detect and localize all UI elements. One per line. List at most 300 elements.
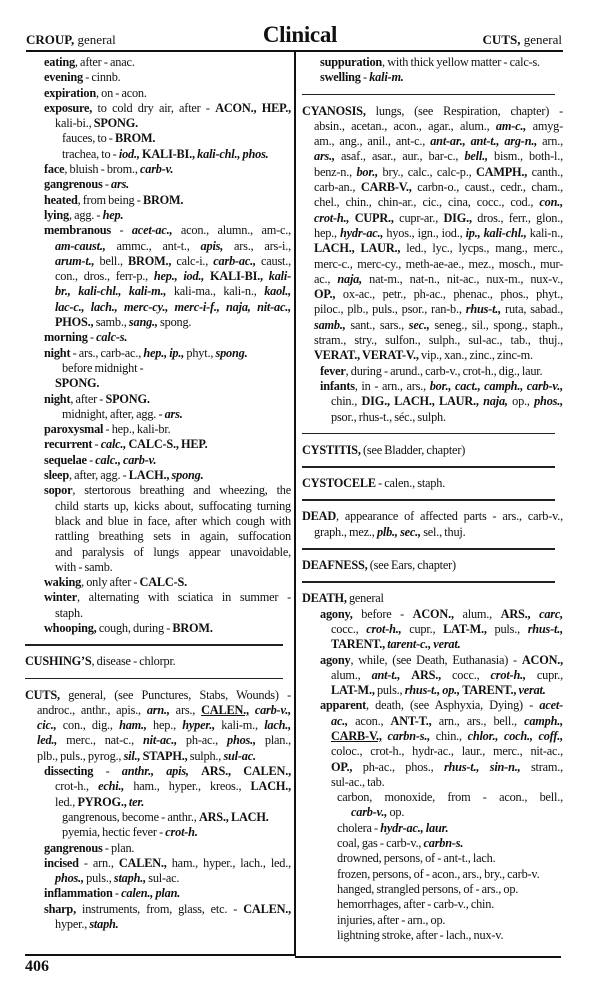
emphasized-run: ant-t., <box>371 667 401 682</box>
text-run: puls., <box>83 871 114 886</box>
emphasized-run: crot-h. <box>165 825 198 840</box>
text-run: - <box>360 70 370 85</box>
text-run: , stertorous breathing and wheezing, the <box>72 483 291 498</box>
emphasized-run: CYSTOCELE <box>302 476 376 491</box>
emphasized-run: kaol., <box>264 284 291 299</box>
emphasized-run: CYSTITIS, <box>302 442 361 457</box>
rubric-line <box>302 836 563 851</box>
rubric-line <box>25 764 291 779</box>
emphasized-run: VERAT., VERAT-V., <box>314 348 419 363</box>
rubric-line <box>302 211 563 226</box>
emphasized-run: ars. <box>164 406 183 421</box>
emphasized-run: TARENT., <box>462 683 517 698</box>
rubric-line <box>25 346 291 361</box>
rubric-line <box>302 744 563 759</box>
text-run: nat-m., nat-n., nit-ac., nux-m., nux-v., <box>362 271 563 286</box>
emphasized-run: STAPH., <box>142 748 188 763</box>
rubric-line <box>25 560 291 575</box>
text-run: (see Ears, chapter) <box>367 558 456 573</box>
text-run: sel., thuj. <box>420 524 466 539</box>
emphasized-run: DEATH, <box>302 591 347 606</box>
rubric-line <box>25 392 291 407</box>
emphasized-run: con., <box>539 195 563 210</box>
rubric-line <box>25 514 291 529</box>
emphasized-run: eating <box>44 55 75 69</box>
text-run: - hep., kali-br. <box>103 422 171 437</box>
emphasized-run: carb-v., <box>254 702 291 717</box>
rubric-line <box>25 917 291 932</box>
text-run: and paralysis of lungs appear unavoidable, <box>55 544 291 559</box>
rubric-line <box>302 241 563 256</box>
rubric-line <box>302 913 563 928</box>
text-run: with - samb. <box>55 559 113 574</box>
text-run: sul-ac., tab. <box>331 774 385 789</box>
text-run: - <box>111 223 132 238</box>
text-run: cholera - <box>337 820 381 835</box>
rubric-line <box>25 795 291 810</box>
rubric-line <box>302 394 563 409</box>
emphasized-run: DEAD <box>302 509 337 524</box>
text-run: to cold dry air, after - <box>92 100 216 115</box>
text-run: led., lyc., lycps., mang., merc., <box>400 241 563 256</box>
text-run: trachea, to - <box>62 146 119 161</box>
emphasized-run: staph., <box>113 871 146 886</box>
text-run: gangrenous, become - anthr., <box>62 809 199 824</box>
text-run: - plan. <box>102 840 135 855</box>
emphasized-run: sharp, <box>44 901 76 916</box>
rubric-line <box>302 821 563 836</box>
text-run: cocc., <box>331 621 367 636</box>
emphasized-run: evening <box>44 70 83 85</box>
emphasized-run: LACH., <box>128 468 170 483</box>
text-run: , during - arund., carb-v., crot-h., dig., laur. <box>345 363 543 378</box>
text-run: , appearance of affected parts - ars., carb-v., <box>336 509 563 524</box>
emphasized-run: samb., <box>314 317 346 332</box>
emphasized-run: calc., carb-v. <box>95 452 157 467</box>
rubric-line <box>25 886 291 901</box>
rubric-line <box>302 70 563 85</box>
rubric-line <box>25 703 291 718</box>
rubric-line <box>25 162 291 177</box>
rubric-heading-line <box>302 558 563 573</box>
emphasized-run: arum-t., <box>55 253 95 268</box>
emphasized-run: kali- <box>268 269 292 284</box>
rubric-line <box>302 55 563 70</box>
emphasized-run: SPONG. <box>93 116 138 131</box>
rubric-line <box>302 318 563 333</box>
rubric-line <box>25 147 291 162</box>
emphasized-run: BROM. <box>142 192 184 207</box>
emphasized-run: agony, <box>320 606 353 621</box>
emphasized-run: sequelae <box>44 452 87 467</box>
rubric-line <box>25 453 291 468</box>
emphasized-run: night <box>44 391 71 406</box>
emphasized-run: phos., <box>55 871 84 886</box>
text-run: - <box>86 452 96 467</box>
rubric-line <box>302 928 563 943</box>
text-run: arn., <box>537 134 564 149</box>
text-run: , alternating with sciatica in summer - <box>76 590 291 605</box>
rubric-line <box>302 790 563 805</box>
rubric-line <box>25 575 291 590</box>
emphasized-run: face <box>44 162 65 177</box>
rubric-heading-line <box>302 591 563 606</box>
emphasized-run: lac-c., lach., merc-cy., merc-i-f., naja, nit-ac., <box>55 299 291 314</box>
text-run: , only after - <box>81 575 140 590</box>
rubric-line <box>302 195 563 210</box>
text-run: chin., <box>331 394 362 409</box>
emphasized-run: spong. <box>215 345 248 360</box>
rubric-line <box>25 116 291 131</box>
rubric-section <box>25 688 291 933</box>
emphasized-run: gangrenous <box>44 177 103 192</box>
text-run: graph., mez., <box>314 524 377 539</box>
rubric-line <box>302 622 563 637</box>
text-run: led., <box>55 794 78 809</box>
text-run: plan., <box>255 733 291 748</box>
text-run: ars., <box>169 702 202 717</box>
emphasized-run: CUTS, <box>25 687 60 702</box>
text-run: lightning stroke, after - lach., nux-v. <box>337 927 504 942</box>
text-run: cough, during - <box>96 620 173 635</box>
rubric-line <box>302 364 563 379</box>
text-run: hep., <box>146 718 183 733</box>
text-run: sant., sars., <box>345 317 409 332</box>
emphasized-run: iod., <box>118 146 140 161</box>
text-run: merc., nat-c., <box>57 733 144 748</box>
rubric-heading-line <box>302 476 563 491</box>
rubric-line <box>302 410 563 425</box>
text-run: caust., <box>255 253 291 268</box>
emphasized-run: carb-v., <box>351 805 388 820</box>
text-run: hanged, strangled persons, of - ars., op. <box>337 881 519 896</box>
emphasized-run: heated <box>44 192 78 207</box>
text-run: amyg- <box>526 118 563 133</box>
text-run: rattling breathing sets in again, suffocation <box>55 529 291 544</box>
rubric-section <box>25 55 291 636</box>
text-run: androc., anthr., apis., <box>37 702 147 717</box>
text-run: - <box>93 764 122 779</box>
rubric-line <box>25 779 291 794</box>
text-run: , while, (see Death, Euthanasia) - <box>350 652 522 667</box>
emphasized-run: rhus-t., <box>527 621 563 636</box>
emphasized-run: camph., <box>524 713 563 728</box>
rubric-line <box>302 134 563 149</box>
footer-rule-right <box>295 956 561 958</box>
emphasized-run: arn., <box>146 702 170 717</box>
emphasized-run: am-caust., <box>55 238 106 253</box>
text-run <box>400 668 411 682</box>
rubric-heading-line <box>25 688 291 703</box>
rubric-section <box>25 654 291 669</box>
text-run: samb., <box>93 315 129 330</box>
text-run: - arn., <box>78 855 119 870</box>
text-run: merc-c., merc-cy., meth-ae-ae., mez., mosch., mur- <box>314 256 563 271</box>
text-run: , death, (see Asphyxia, Dying) - <box>366 698 540 713</box>
right-column <box>302 55 563 943</box>
emphasized-run: ACON., <box>412 606 454 621</box>
emphasized-run: kali-m. <box>369 70 404 85</box>
rubric-line <box>25 330 291 345</box>
emphasized-run: paroxysmal <box>44 422 104 437</box>
emphasized-run: bell., <box>464 149 488 164</box>
text-run: con., dros., ferr-p., <box>55 269 154 284</box>
rubric-heading-line <box>25 654 291 669</box>
text-run: - ars., carb-ac., <box>70 345 144 360</box>
emphasized-run: ars., <box>314 149 335 164</box>
text-run: carb-an., <box>314 180 361 195</box>
text-run: , agg. - <box>68 207 103 222</box>
rubric-line <box>25 437 291 452</box>
text-run: , with thick yellow matter - calc-s. <box>382 55 540 69</box>
emphasized-run: carb-v. <box>140 162 174 177</box>
emphasized-run: apparent <box>320 698 367 713</box>
emphasized-run: ARS., CALEN., <box>201 764 291 779</box>
text-run: puls., <box>374 683 405 698</box>
rubric-line <box>25 361 291 376</box>
emphasized-run: ACON., HEP., <box>215 100 291 115</box>
emphasized-run: acet-ac., <box>131 223 173 238</box>
rubric-line <box>25 193 291 208</box>
rubric-line <box>25 254 291 269</box>
rubric-line <box>302 668 563 683</box>
emphasized-run: SPONG. <box>105 391 150 406</box>
rubric-line <box>25 208 291 223</box>
emphasized-run: crot-h., <box>314 210 350 225</box>
text-run: asaf., asar., aur., bar-c., <box>334 149 465 164</box>
rubric-line <box>302 272 563 287</box>
emphasized-run: LAT-M., <box>331 683 375 698</box>
text-run: arn., ars., bell., <box>431 713 525 728</box>
emphasized-run: CAMPH., <box>475 164 528 179</box>
text-run: - <box>112 886 122 901</box>
text-run: coal, gas - carb-v., <box>337 836 424 851</box>
emphasized-run: naja, <box>483 394 508 409</box>
text-run: stram., <box>520 759 564 774</box>
emphasized-run: staph. <box>89 917 119 932</box>
emphasized-run: spong. <box>171 468 204 483</box>
emphasized-run: hydr-ac., <box>340 225 384 240</box>
emphasized-run: br., kali-chl., kali-m., <box>55 284 167 299</box>
text-run: kali-bi., <box>55 116 94 131</box>
text-run: psor., rhus-t., séc., sulph. <box>331 409 446 424</box>
rubric-line <box>25 177 291 192</box>
emphasized-run: verat. <box>518 683 546 698</box>
emphasized-run: bor., <box>356 164 379 179</box>
rubric-line <box>25 825 291 840</box>
rubric-line <box>302 653 563 668</box>
text-run: seneg., sil., spong., staph., <box>429 317 563 332</box>
text-run: ammc., ant-t., <box>105 238 201 253</box>
emphasized-run: hep., iod., <box>153 269 205 284</box>
emphasized-run: hep., ip., <box>143 345 185 360</box>
text-run: , after - anac. <box>74 55 135 69</box>
text-run: hep., <box>314 225 340 240</box>
emphasized-run: CALEN., <box>243 901 291 916</box>
emphasized-run: CARB-V., <box>360 180 412 195</box>
emphasized-run: tarent-c., verat. <box>387 637 461 652</box>
emphasized-run: am-c., <box>495 118 527 133</box>
rubric-line <box>302 775 563 790</box>
emphasized-run: apis, <box>200 238 224 253</box>
text-run: instruments, from, glass, etc. - <box>75 901 244 916</box>
rubric-line <box>302 683 563 698</box>
section-divider <box>302 458 563 476</box>
text-run <box>189 764 201 778</box>
section-divider <box>25 636 291 654</box>
rubric-line <box>302 714 563 729</box>
rubric-line <box>302 760 563 775</box>
text-run: ph-ac., phos., <box>352 759 444 774</box>
rubric-section <box>302 55 563 86</box>
rubric-line <box>25 55 291 70</box>
emphasized-run: morning <box>44 330 88 345</box>
rubric-line <box>25 300 291 315</box>
rubric-line <box>302 226 563 241</box>
emphasized-run: nit-ac., <box>143 733 177 748</box>
text-run: chin., <box>430 728 468 743</box>
emphasized-run: crot-h., <box>366 621 402 636</box>
text-run: acon., alumn., am-c., <box>172 223 291 238</box>
text-run: hyper., <box>55 917 90 932</box>
emphasized-run: BROM. <box>172 620 213 635</box>
emphasized-run: cic., <box>37 718 57 733</box>
rubric-section <box>302 443 563 458</box>
text-run <box>530 607 539 621</box>
emphasized-run: kali-chl., phos. <box>197 146 269 161</box>
rubric-line <box>25 733 291 748</box>
text-run: piloc., plb., puls., psor., ran-b., <box>314 302 466 317</box>
header-right-term: CUTS, <box>482 32 521 47</box>
text-run: black and blue in face, after which cough with <box>55 513 291 528</box>
rubric-line <box>25 376 291 391</box>
text-run: dros., ferr., glon., <box>471 210 563 225</box>
emphasized-run: BROM. <box>114 131 156 146</box>
emphasized-run: ARS., <box>500 606 531 621</box>
text-run: (see Bladder, chapter) <box>360 442 466 457</box>
emphasized-run: ac., <box>331 713 348 728</box>
text-run: calc-i., <box>171 253 214 268</box>
text-run: pyemia, hectic fever - <box>62 825 166 840</box>
emphasized-run: hydr-ac., laur. <box>380 820 449 835</box>
emphasized-run: sul-ac. <box>223 748 256 763</box>
rubric-line <box>302 333 563 348</box>
text-run: con., dig., <box>56 718 120 733</box>
rubric-line <box>25 529 291 544</box>
emphasized-run: calc-s. <box>96 330 128 345</box>
emphasized-run: waking <box>44 575 82 590</box>
rubric-line <box>25 810 291 825</box>
emphasized-run: LACH., LAUR., <box>314 241 401 256</box>
emphasized-run: recurrent <box>44 437 93 452</box>
section-divider <box>302 491 563 509</box>
emphasized-run: PHOS., <box>55 315 94 330</box>
emphasized-run: sec., <box>408 317 430 332</box>
text-run: acon., <box>347 713 391 728</box>
text-run: op. <box>387 805 405 820</box>
text-run: , on - acon. <box>95 85 147 100</box>
rubric-line <box>302 119 563 134</box>
text-run: kali-n., <box>526 225 563 240</box>
text-run: - cinnb. <box>82 70 121 85</box>
text-run: general, (see Punctures, Stabs, Wounds) - <box>59 687 291 702</box>
text-run: carbon, monoxide, from - acon., bell., <box>337 790 563 805</box>
emphasized-run: lying <box>44 207 69 222</box>
text-run: general <box>346 591 384 606</box>
rubric-heading-line <box>302 509 563 524</box>
emphasized-run: KALI-BI., <box>142 146 195 161</box>
text-run: - <box>92 437 101 452</box>
text-run: hemorrhages, after - carb-v., chin. <box>337 897 495 912</box>
emphasized-run: phos., <box>534 394 563 409</box>
section-divider <box>302 573 563 591</box>
header-left-term: CROUP, <box>26 32 75 47</box>
emphasized-run: carbn-s., <box>387 728 431 743</box>
emphasized-run: calen., plan. <box>121 886 181 901</box>
text-run: ars., ars-i., <box>223 238 291 253</box>
section-divider <box>302 86 563 104</box>
emphasized-run: calc., <box>100 437 127 452</box>
emphasized-run: ACON., <box>521 652 563 667</box>
text-run: frozen, persons, of - acon., ars., bry., carb-v. <box>337 866 540 881</box>
emphasized-run: CYANOSIS, <box>302 103 366 118</box>
text-run: child starts up, kicks about, suffocating turning <box>55 498 291 513</box>
emphasized-run: DEAFNESS, <box>302 558 368 573</box>
rubric-section <box>302 591 563 943</box>
emphasized-run: hyper., <box>182 718 215 733</box>
text-run: carbn-o., caust., cedr., cham., <box>411 180 563 195</box>
text-run: absin., acetan., acon., agar., alum., <box>314 118 496 133</box>
text-run: cupr., <box>525 667 563 682</box>
emphasized-run: echi., <box>98 779 125 794</box>
rubric-line <box>302 805 563 820</box>
text-run: , disease - chlorpr. <box>91 654 176 669</box>
text-run: ox-ac., petr., ph-ac., phenac., phos., phyt., <box>335 287 563 302</box>
rubric-line <box>25 131 291 146</box>
emphasized-run: BROM., <box>128 253 172 268</box>
emphasized-run: OP., <box>331 759 353 774</box>
text-run: midnight, after, agg. - <box>62 406 165 421</box>
text-run: phyt., <box>184 345 216 360</box>
rubric-line <box>302 379 563 394</box>
emphasized-run: ham., <box>119 718 147 733</box>
emphasized-run: carb-ac., <box>213 253 256 268</box>
text-run: coloc., crot-h., hydr-ac., laur., merc., nit-ac., <box>331 744 563 759</box>
rubric-line <box>302 607 563 622</box>
emphasized-run: bor., cact., camph., carb-v., <box>429 378 563 393</box>
emphasized-run: plb., sec., <box>376 524 421 539</box>
emphasized-run: carbn-s. <box>423 836 464 851</box>
rubric-section <box>302 558 563 573</box>
text-run: - <box>102 177 112 192</box>
emphasized-run: chlor., coch., coff., <box>467 728 564 743</box>
text-run: op., <box>507 394 535 409</box>
emphasized-run: naja, <box>337 271 363 286</box>
rubric-line <box>302 165 563 180</box>
emphasized-run: ANT-T., <box>390 713 432 728</box>
text-run: , in - arn., ars., <box>354 378 430 393</box>
emphasized-run: whooping, <box>44 620 97 635</box>
rubric-line <box>302 867 563 882</box>
emphasized-run: membranous <box>44 223 112 238</box>
text-run: vip., xan., zinc., zinc-m. <box>418 348 533 363</box>
emphasized-run: CALC-S. <box>139 575 187 590</box>
column-divider <box>294 51 296 956</box>
rubric-line <box>25 841 291 856</box>
emphasized-run: crot-h., <box>490 667 526 682</box>
text-run: lungs, (see Respiration, chapter) - <box>365 103 563 118</box>
emphasized-run: swelling <box>320 70 361 85</box>
